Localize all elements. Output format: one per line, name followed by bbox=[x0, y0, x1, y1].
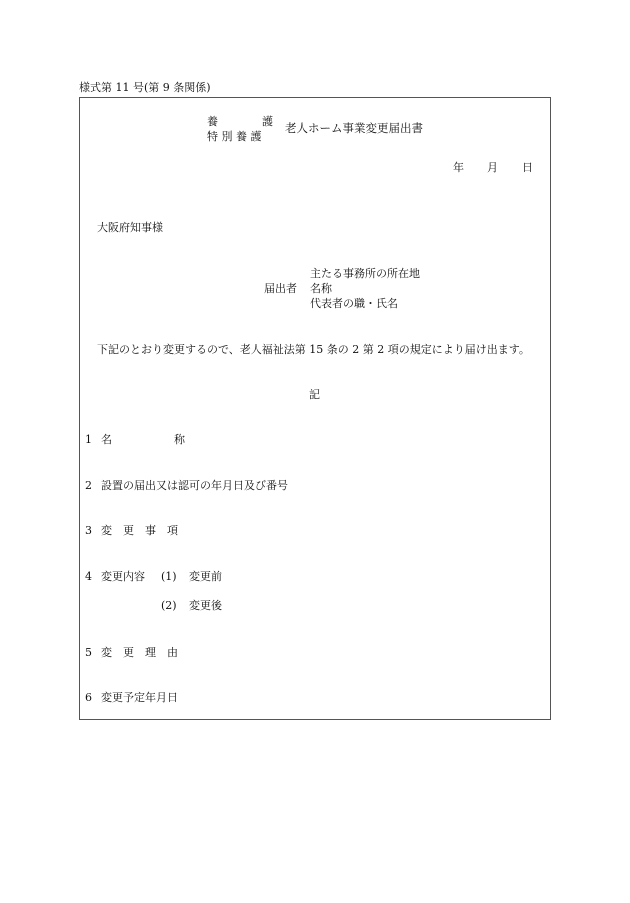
ki-heading: 記 bbox=[309, 388, 320, 401]
title-prefix-yogo-char2: 護 bbox=[262, 115, 273, 128]
date-year-label: 年 bbox=[453, 161, 464, 174]
item-4-sub-1-number: (1) bbox=[161, 570, 177, 583]
item-6-number: 6 bbox=[85, 691, 92, 704]
submitter-field-representative: 代表者の職・氏名 bbox=[310, 297, 398, 310]
submitter-field-name: 名称 bbox=[310, 282, 332, 295]
item-5-number: 5 bbox=[85, 646, 92, 659]
date-month-label: 月 bbox=[487, 161, 498, 174]
item-3-number: 3 bbox=[85, 524, 92, 537]
date-day-label: 日 bbox=[522, 161, 533, 174]
item-4-sub-2-number: (2) bbox=[161, 599, 177, 612]
addressee: 大阪府知事様 bbox=[97, 221, 163, 234]
document-title: 老人ホーム事業変更届出書 bbox=[285, 121, 423, 135]
item-4-sub-2-label: 変更後 bbox=[189, 599, 222, 612]
item-1-label-left: 名 bbox=[101, 433, 112, 446]
item-2-label: 設置の届出又は認可の年月日及び番号 bbox=[101, 479, 288, 492]
item-2-number: 2 bbox=[85, 479, 92, 492]
form-number-label: 様式第 11 号(第 9 条関係) bbox=[79, 81, 211, 94]
item-4-label: 変更内容 bbox=[101, 570, 145, 583]
item-5-label: 変 更 理 由 bbox=[101, 646, 178, 659]
item-6-label: 変更予定年月日 bbox=[101, 691, 178, 704]
item-4-number: 4 bbox=[85, 570, 92, 583]
item-1-label-right: 称 bbox=[174, 433, 185, 446]
submitter-field-address: 主たる事務所の所在地 bbox=[310, 267, 420, 280]
item-3-label: 変 更 事 項 bbox=[101, 524, 178, 537]
title-prefix-yogo-char1: 養 bbox=[207, 115, 218, 128]
body-text: 下記のとおり変更するので、老人福祉法第 15 条の 2 第 2 項の規定により届け出ます。 bbox=[97, 343, 530, 356]
item-4-sub-1-label: 変更前 bbox=[189, 570, 222, 583]
item-1-number: 1 bbox=[85, 433, 92, 446]
title-prefix-tokubetsu-yogo: 特 別 養 護 bbox=[207, 130, 262, 143]
form-frame bbox=[79, 97, 551, 720]
submitter-label: 届出者 bbox=[264, 282, 297, 295]
